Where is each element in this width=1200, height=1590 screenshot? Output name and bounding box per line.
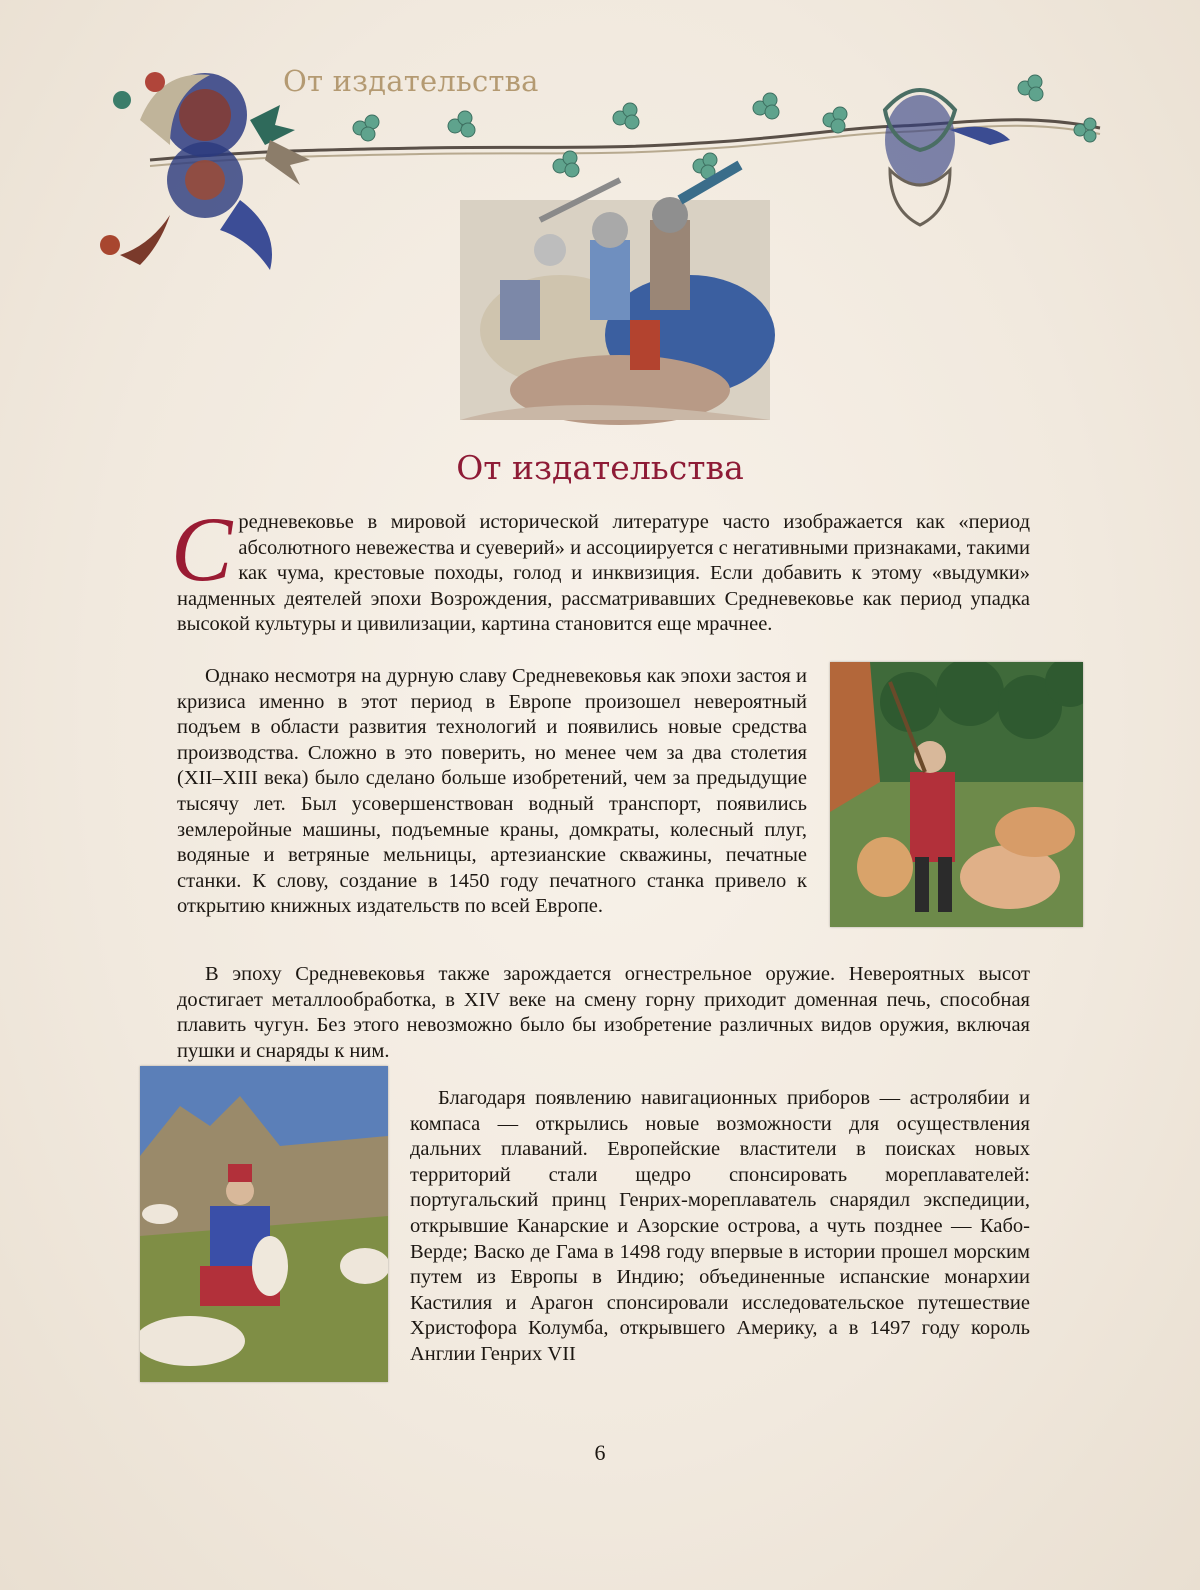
- running-head: От издательства: [283, 64, 539, 98]
- paragraph-firearms-text: В эпоху Средневековья также зарождается огнестрельное оружие. Невероятных высот достигает металлообработка, в XIV веке на смену горну приходит доменная печь, способная плавить чугун. Без этого невозможно было бы изобретение различных видов оружия, включая пушки и снаряды к ним.: [177, 963, 1030, 1062]
- swineherd-miniature: [830, 662, 1083, 927]
- paragraph-firearms: [177, 962, 1030, 1064]
- shepherd-miniature: [140, 1066, 388, 1382]
- intro-text: редневековье в мировой исторической литературе часто изображается как «период абсолютного невежества и суеверий» и ассоциируется с негативными признаками, такими как чума, крестовые походы, голод и инквизиция. Если добавить к этому «выдумки» надменных деятелей эпохи Возрождения, рассматривавших Средневековье как период упадка высокой культуры и цивилизации, картина становится еще мрачнее.: [177, 511, 1030, 636]
- left-initial-ornament: [100, 72, 310, 270]
- paragraph-technology: [177, 664, 807, 920]
- page-title: От издательства: [456, 448, 744, 487]
- page-number: 6: [594, 1440, 606, 1465]
- paragraph-technology-text: Однако несмотря на дурную славу Средневековья как эпохи застоя и кризиса именно в этот период в Европе произошел невероятный подъем в области развития технологий и появились новые средства производства. Сложно в это поверить, но менее чем за два столетия (XII–XIII века) было сделано больше изобретений, чем за предыдущие тысячу лет. Был усовершенствован водный транспорт, появились землеройные машины, подъемные краны, домкраты, колесный плуг, водяные и ветряные мельницы, артезианские скважины, печатные станки. К слову, создание в 1450 году печатного станка привело к открытию книжных издательств по всей Европе.: [177, 665, 807, 918]
- intro-paragraph: [171, 498, 1030, 638]
- drop-cap: С: [171, 498, 233, 600]
- battle-miniature: [440, 160, 790, 450]
- paragraph-navigation: [410, 1086, 1030, 1368]
- right-ornament: [885, 90, 1010, 225]
- paragraph-navigation-text: Благодаря появлению навигационных приборов — астролябии и компаса — открылись новые возможности для осуществления дальних плаваний. Европейские властители в поисках новых территорий стали щедро спонсировать мореплавателей: португальский принц Генрих-мореплаватель снарядил экспедиции, открывшие Канарские и Азорские острова, а чуть позднее — Кабо-Верде; Васко де Гама в 1498 году впервые в истории прошел морским путем из Европы в Индию; объединенные испанские монархии Кастилия и Арагон спонсировали исследовательское путешествие Христофора Колумба, открывшего Америку, а в 1497 году король Англии Генрих VII: [410, 1087, 1030, 1365]
